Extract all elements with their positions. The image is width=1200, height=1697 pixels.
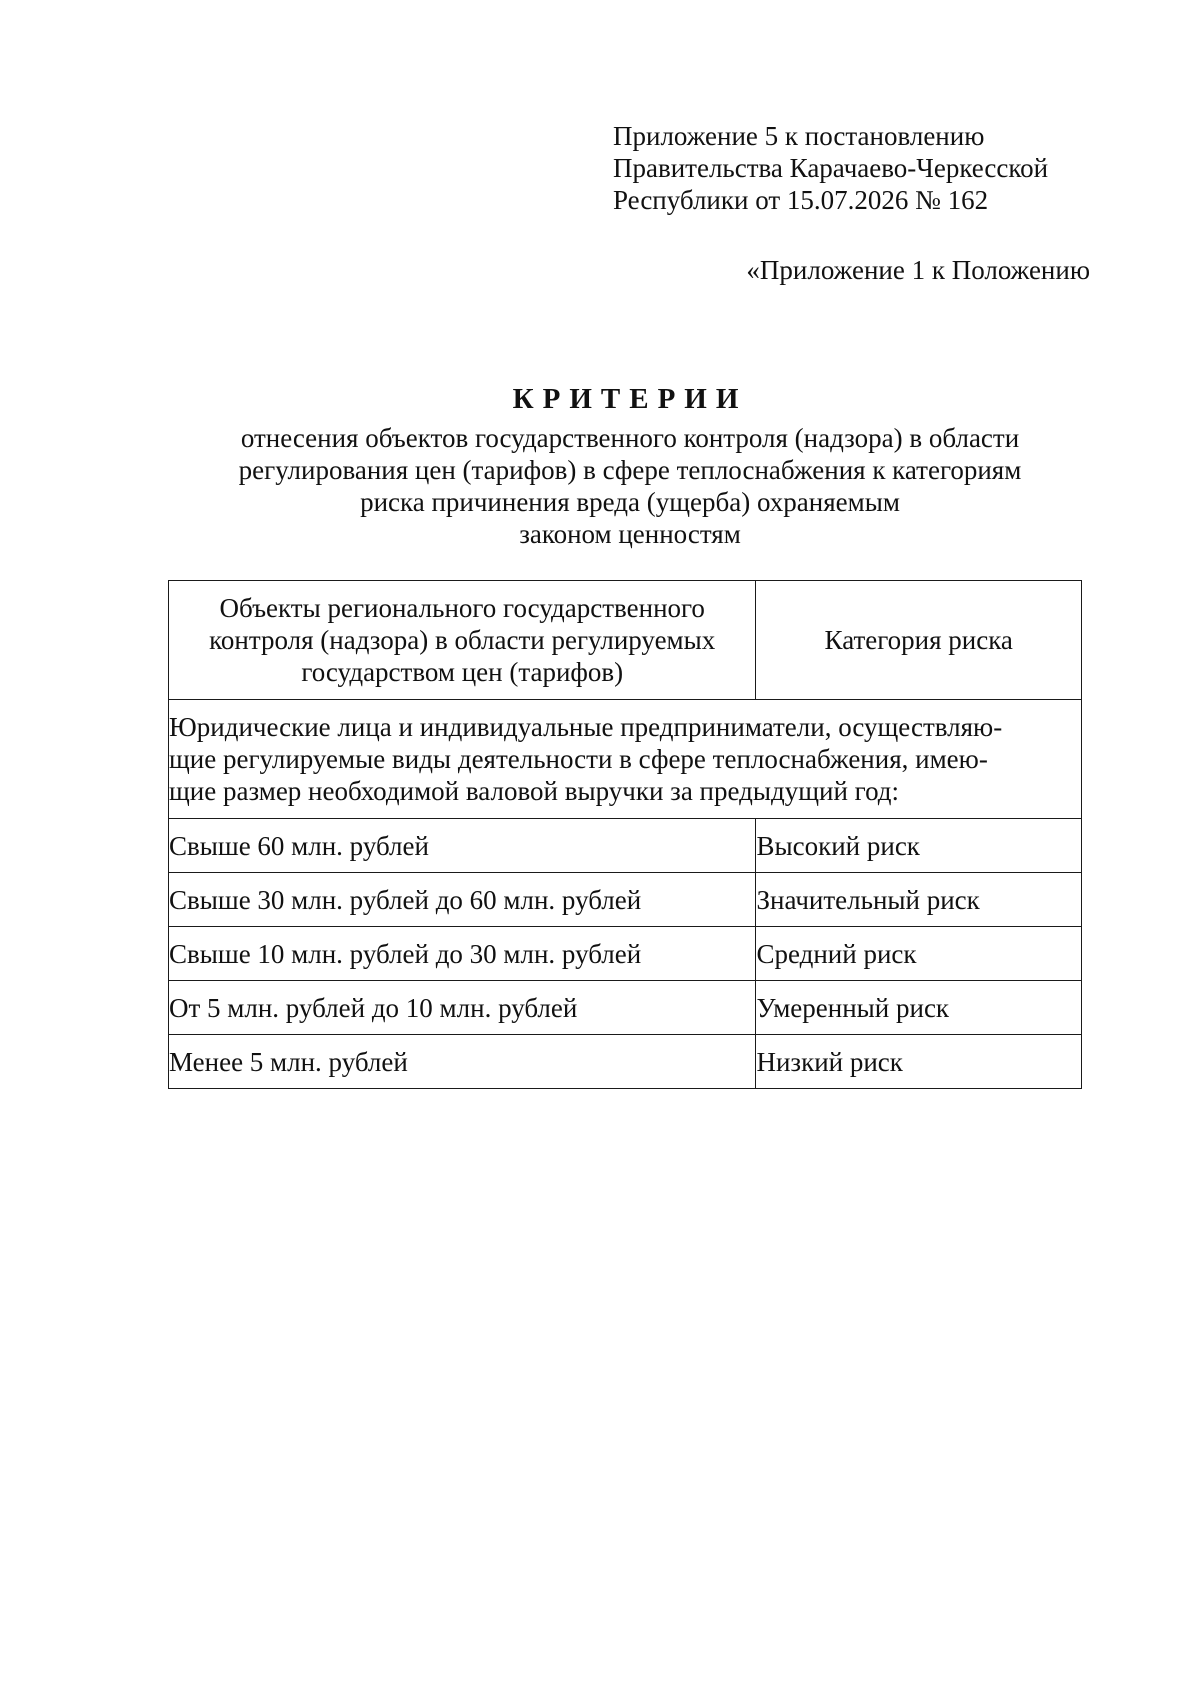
revenue-threshold-cell: Свыше 30 млн. рублей до 60 млн. рублей [169,873,756,927]
revenue-threshold-cell: Менее 5 млн. рублей [169,1035,756,1089]
attachment-line: Республики от 15.07.2026 № 162 [613,185,989,215]
risk-criteria-table [168,580,1082,1089]
attachment-line: Приложение 5 к постановлению [613,121,985,151]
sub-attachment-reference: «Приложение 1 к Положению [746,255,1090,285]
table-row [169,981,1082,1035]
document-title: КРИТЕРИИ [512,383,748,415]
group-line: Юридические лица и индивидуальные предприниматели, осуществляю- [169,712,1003,742]
group-description-cell [169,700,1082,819]
table-row [169,927,1082,981]
subtitle-line: риска причинения вреда (ущерба) охраняемым [360,487,900,517]
subtitle-line: законом ценностям [519,519,741,549]
revenue-threshold-cell: Свыше 60 млн. рублей [169,819,756,873]
attachment-line: Правительства Карачаево-Черкесской [613,153,1049,183]
attachment-reference [613,120,1048,216]
table-header-row [169,581,1082,700]
revenue-threshold-cell: От 5 млн. рублей до 10 млн. рублей [169,981,756,1035]
risk-category-cell: Средний риск [756,927,1082,981]
table-row [169,819,1082,873]
revenue-threshold-cell: Свыше 10 млн. рублей до 30 млн. рублей [169,927,756,981]
header-objects-line: Объекты регионального государственного [219,593,705,623]
title-block [160,382,1100,550]
group-row [169,700,1082,819]
table-row [169,873,1082,927]
subtitle-line: отнесения объектов государственного контроля (надзора) в области [240,423,1020,453]
header-category-cell: Категория риска [756,581,1082,700]
document-subtitle [160,422,1100,550]
group-line: щие размер необходимой валовой выручки за предыдущий год: [169,776,900,806]
subtitle-line: регулирования цен (тарифов) в сфере теплоснабжения к категориям [238,455,1022,485]
header-objects-line: государством цен (тарифов) [301,657,624,687]
header-objects-line: контроля (надзора) в области регулируемых [209,625,716,655]
header-objects-cell [169,581,756,700]
table-row [169,1035,1082,1089]
risk-category-cell: Высокий риск [756,819,1082,873]
risk-category-cell: Умеренный риск [756,981,1082,1035]
risk-category-cell: Значительный риск [756,873,1082,927]
group-line: щие регулируемые виды деятельности в сфере теплоснабжения, имею- [169,744,988,774]
risk-category-cell: Низкий риск [756,1035,1082,1089]
